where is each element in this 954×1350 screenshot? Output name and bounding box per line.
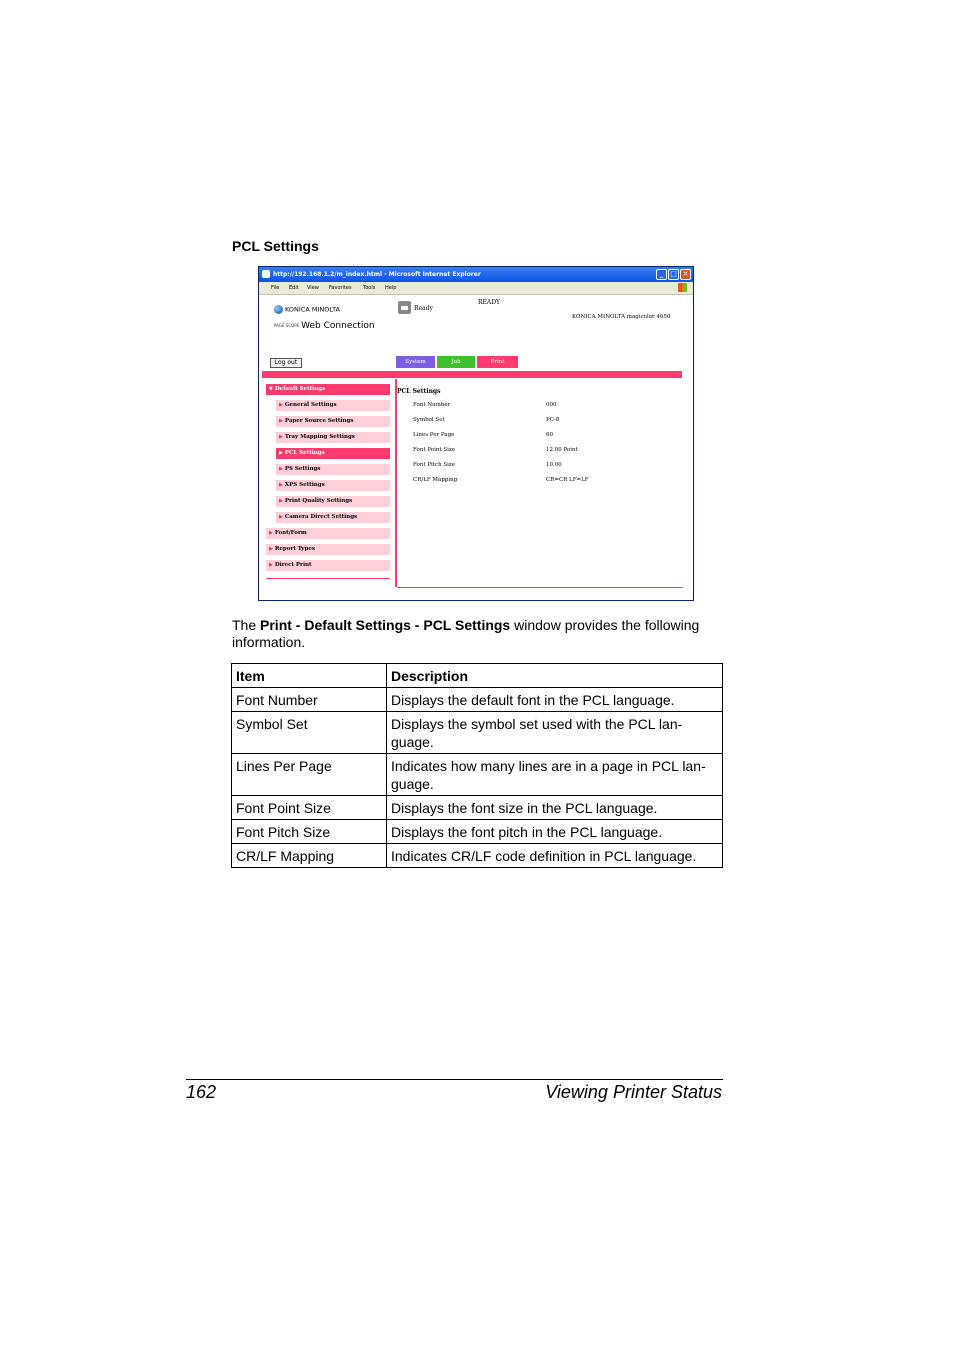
sidebar-item-ps-settings[interactable]: ▶ PS Settings <box>276 464 390 475</box>
settings-description-table <box>231 663 723 868</box>
minimize-button[interactable]: _ <box>656 269 667 280</box>
content-divider <box>395 379 397 587</box>
menu-favorites[interactable]: Favorites <box>329 285 352 291</box>
table-row: Lines Per Page Indicates how many lines are in a page in PCL lan-guage. <box>232 754 723 796</box>
tab-print[interactable]: Print <box>477 356 518 368</box>
chapter-title: Viewing Printer Status <box>545 1082 722 1102</box>
settings-row: Font Number 000 <box>413 402 557 408</box>
intro-paragraph: The Print - Default Settings - PCL Settings window provides the following information. <box>232 617 700 650</box>
content-bottom-divider <box>397 587 683 588</box>
sidebar-item-direct-print[interactable]: ▶ Direct Print <box>266 560 390 571</box>
sidebar-item-report-types[interactable]: ▶ Report Types <box>266 544 390 555</box>
tab-system[interactable]: System <box>396 356 435 368</box>
pagescope-mark: PAGE SCOPE <box>274 322 300 328</box>
web-connection-screenshot <box>258 266 694 601</box>
konica-minolta-logo: KONICA MINOLTA <box>274 305 340 314</box>
settings-row: Lines Per Page 60 <box>413 432 553 438</box>
menu-edit[interactable]: Edit <box>289 285 299 291</box>
page-number: 162 <box>186 1082 217 1102</box>
content-title: PCL Settings <box>397 388 441 395</box>
close-button[interactable]: ✕ <box>680 269 691 280</box>
sidebar-divider <box>266 578 390 579</box>
logout-button[interactable]: Log out <box>270 358 302 368</box>
header-divider <box>262 371 682 378</box>
status-banner: READY <box>478 299 501 306</box>
printer-status-icon <box>398 301 411 314</box>
menu-tools[interactable]: Tools <box>363 285 376 291</box>
ie-icon <box>262 270 270 278</box>
sidebar-item-tray-mapping-settings[interactable]: ▶ Tray Mapping Settings <box>276 432 390 443</box>
settings-row: Font Pitch Size 10.00 <box>413 462 562 468</box>
table-row: Font Point Size Displays the font size in the PCL language. <box>232 796 723 820</box>
sidebar-item-pcl-settings[interactable]: ▶ PCL Settings <box>276 448 390 459</box>
table-row: CR/LF Mapping Indicates CR/LF code definition in PCL language. <box>232 844 723 868</box>
column-header-description: Description <box>387 664 723 688</box>
menu-bar <box>259 282 693 295</box>
settings-row: CR/LF Mapping CR=CR LF=LF <box>413 477 589 483</box>
footer-rule <box>186 1079 723 1080</box>
sidebar-item-general-settings[interactable]: ▶ General Settings <box>276 400 390 411</box>
window-title-bar <box>259 267 693 282</box>
section-heading: PCL Settings <box>232 238 319 254</box>
table-row: Symbol Set Displays the symbol set used with the PCL lan-guage. <box>232 712 723 754</box>
menu-file[interactable]: File <box>271 285 280 291</box>
window-title: http://192.168.1.2/m_index.html - Microsoft Internet Explorer <box>273 271 481 278</box>
sidebar-item-camera-direct-settings[interactable]: ▶ Camera Direct Settings <box>276 512 390 523</box>
windows-logo-icon <box>678 283 687 292</box>
sidebar-item-font-form[interactable]: ▶ Font/Form <box>266 528 390 539</box>
settings-row: Symbol Set PC-8 <box>413 417 560 423</box>
settings-row: Font Point Size 12.00 Point <box>413 447 578 453</box>
sidebar-item-print-quality-settings[interactable]: ▶ Print Quality Settings <box>276 496 390 507</box>
column-header-item: Item <box>232 664 387 688</box>
window-path: Print - Default Settings - PCL Settings <box>260 617 511 633</box>
table-row: Font Number Displays the default font in the PCL language. <box>232 688 723 712</box>
model-name: KONICA MINOLTA magicolor 4650 <box>572 314 671 320</box>
maximize-button[interactable]: □ <box>668 269 679 280</box>
menu-view[interactable]: View <box>307 285 319 291</box>
sidebar-item-default-settings[interactable]: ▼ Default Settings <box>266 384 390 395</box>
globe-icon <box>274 305 283 314</box>
table-header-row <box>232 664 723 688</box>
tab-job[interactable]: Job <box>437 356 475 368</box>
table-row: Font Pitch Size Displays the font pitch in the PCL language. <box>232 820 723 844</box>
sidebar-item-xps-settings[interactable]: ▶ XPS Settings <box>276 480 390 491</box>
sidebar-item-paper-source-settings[interactable]: ▶ Paper Source Settings <box>276 416 390 427</box>
web-connection-logo: PAGE SCOPE Web Connection <box>274 321 375 331</box>
status-ready: Ready <box>414 305 433 312</box>
menu-help[interactable]: Help <box>385 285 397 291</box>
